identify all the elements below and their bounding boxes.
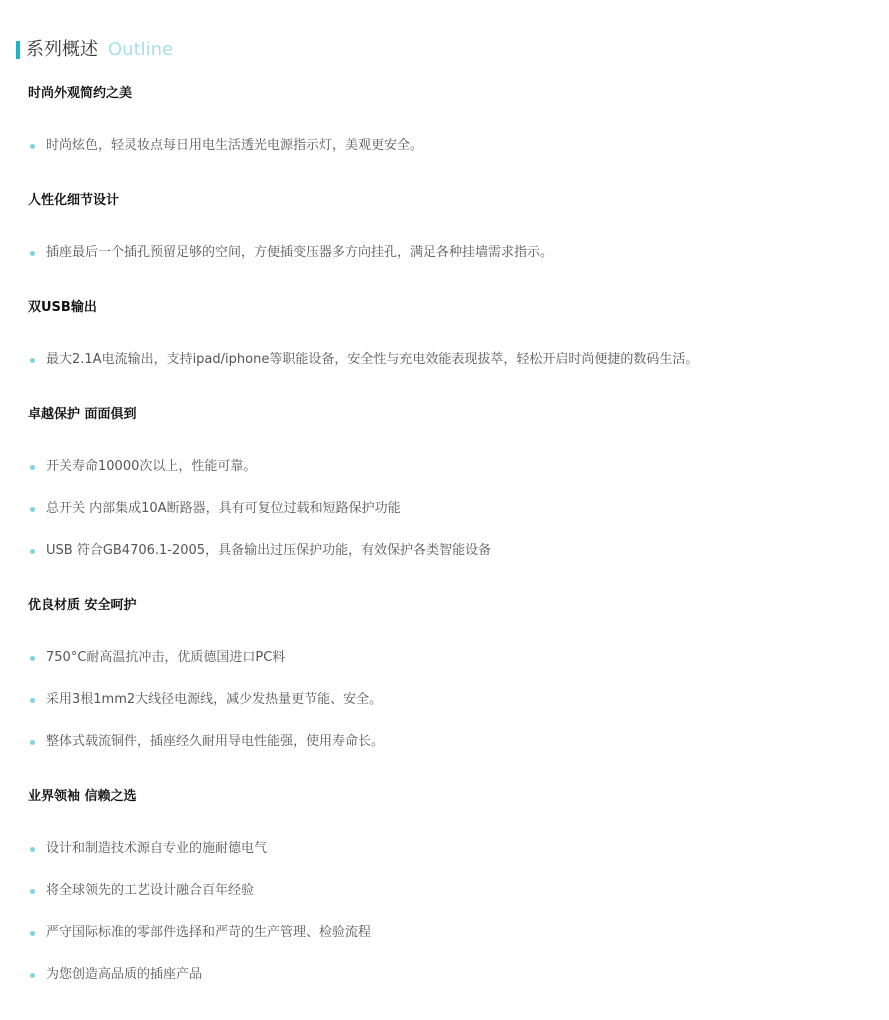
feature-item-text: 设计和制造技术源自专业的施耐德电气 [46,841,268,856]
bullet-dot-icon [30,847,35,852]
feature-list-item [28,446,868,488]
feature-list [28,446,868,572]
feature-item-text: USB 符合GB4706.1-2005，具备输出过压保护功能，有效保护各类智能设备 [46,543,492,558]
outline-content [28,84,868,1020]
feature-list-item [28,912,868,954]
feature-list [28,125,868,167]
header-subtitle: Outline [108,39,174,60]
feature-item-text: 时尚炫色，轻灵妆点每日用电生活透光电源指示灯，美观更安全。 [46,138,424,153]
feature-list-item [28,679,868,721]
bullet-dot-icon [30,698,35,703]
header-accent-bar [16,41,20,59]
feature-section [28,596,868,763]
bullet-dot-icon [30,931,35,936]
bullet-dot-icon [30,251,35,256]
feature-item-text: 为您创造高品质的插座产品 [46,967,203,982]
feature-item-text: 整体式载流铜件，插座经久耐用导电性能强，使用寿命长。 [46,734,385,749]
feature-list-item [28,870,868,912]
feature-section-title: 人性化细节设计 [28,193,120,208]
bullet-dot-icon [30,507,35,512]
bullet-dot-icon [30,889,35,894]
feature-list-item [28,232,868,274]
feature-list-item [28,339,868,381]
bullet-dot-icon [30,465,35,470]
feature-list-item [28,637,868,679]
bullet-dot-icon [30,144,35,149]
feature-section [28,298,868,381]
feature-item-text: 采用3根1mm2大线径电源线，减少发热量更节能、安全。 [46,692,383,707]
feature-section [28,405,868,572]
feature-list-item [28,530,868,572]
feature-item-text: 最大2.1A电流输出，支持ipad/iphone等职能设备，安全性与充电效能表现拔萃，轻松开启时尚便捷的数码生活。 [46,352,699,367]
bullet-dot-icon [30,549,35,554]
feature-item-text: 750°C耐高温抗冲击，优质德国进口PC料 [46,650,286,665]
bullet-dot-icon [30,656,35,661]
feature-list-item [28,488,868,530]
feature-section-title: 优良材质 安全呵护 [28,598,137,613]
feature-list-item [28,125,868,167]
feature-list-item [28,828,868,870]
feature-item-text: 严守国际标准的零部件选择和严苛的生产管理、检验流程 [46,925,372,940]
feature-section-title: 时尚外观简约之美 [28,86,133,101]
feature-item-text: 将全球领先的工艺设计融合百年经验 [46,883,255,898]
feature-list-item [28,721,868,763]
feature-list-item [28,954,868,996]
feature-section-title: 卓越保护 面面俱到 [28,407,137,422]
section-header [16,38,173,62]
bullet-dot-icon [30,973,35,978]
feature-section [28,84,868,167]
feature-list [28,828,868,996]
bullet-dot-icon [30,358,35,363]
bullet-dot-icon [30,740,35,745]
feature-list [28,637,868,763]
feature-section [28,787,868,996]
feature-section-title: 双USB输出 [28,300,97,315]
feature-section [28,191,868,274]
feature-section-title: 业界领袖 信赖之选 [28,789,137,804]
feature-item-text: 插座最后一个插孔预留足够的空间，方便插变压器多方向挂孔，满足各种挂墙需求指示。 [46,245,554,260]
header-title: 系列概述 [26,39,98,60]
feature-item-text: 总开关 内部集成10A断路器，具有可复位过载和短路保护功能 [46,501,401,516]
feature-list [28,232,868,274]
feature-list [28,339,868,381]
feature-item-text: 开关寿命10000次以上，性能可靠。 [46,459,257,474]
